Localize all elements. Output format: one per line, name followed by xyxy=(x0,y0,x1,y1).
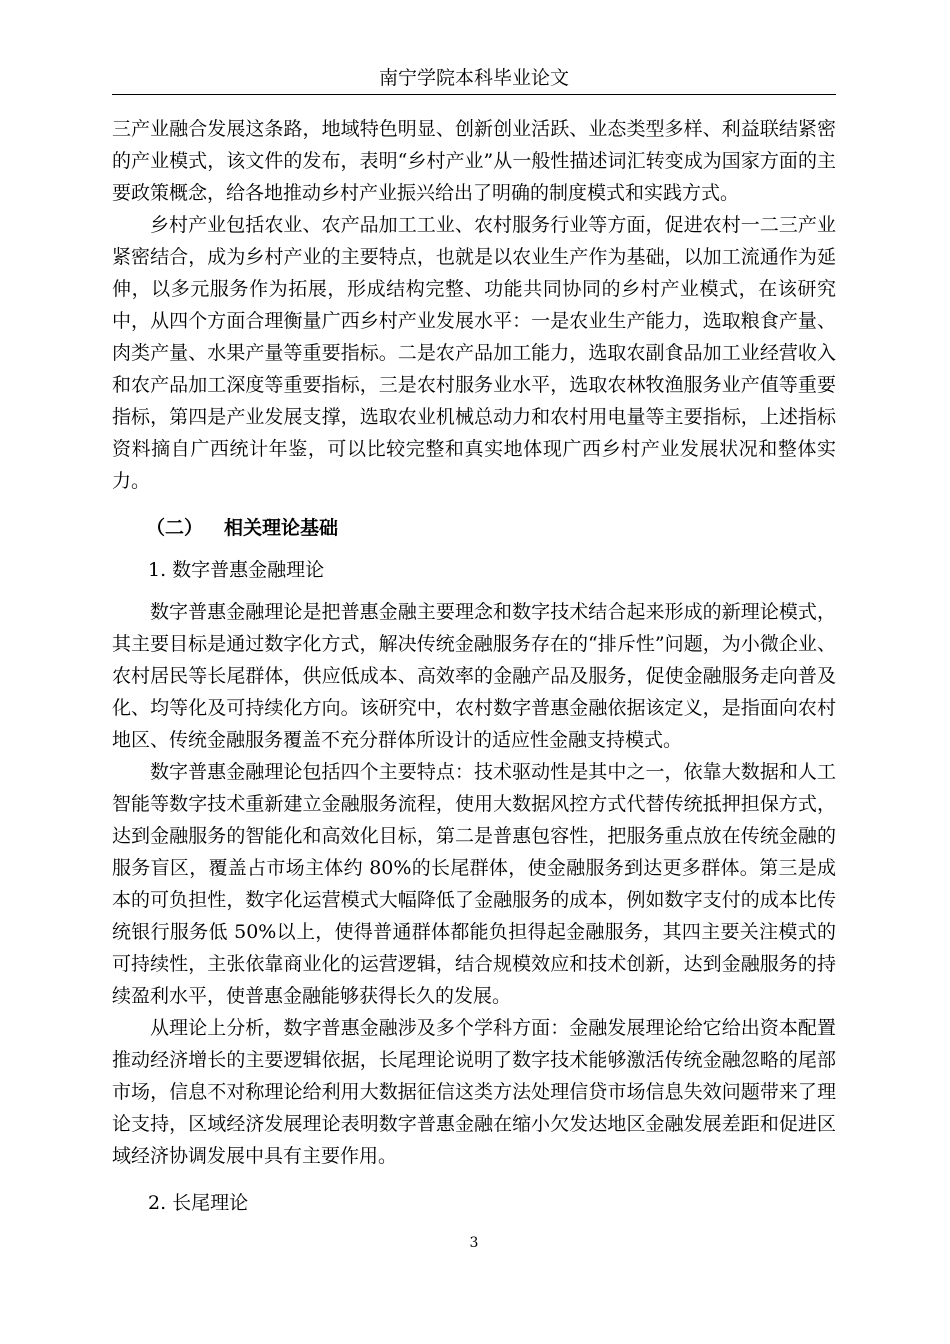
paragraph-rural-industry: 乡村产业包括农业、农产品加工工业、农村服务行业等方面，促进农村一二三产业紧密结合，成为乡村产业的主要特点，也就是以农业生产作为基础，以加工流通作为延伸，以多元服务作为拓展，形成结构完整、功能共同协同的乡村产业模式，在该研究中，从四个方面合理衡量广西乡村产业发展水平：一是农业生产能力，选取粮食产量、肉类产量、水果产量等重要指标。二是农产品加工能力，选取农副食品加工业经营收入和农产品加工深度等重要指标，三是农村服务业水平，选取农林牧渔服务业产值等重要指标，第四是产业发展支撑，选取农业机械总动力和农村用电量等主要指标，上述指标资料摘自广西统计年鉴，可以比较完整和真实地体现广西乡村产业发展状况和整体实力。 xyxy=(112,214,836,492)
subsection-heading-2: 2. 长尾理论 xyxy=(148,1192,249,1214)
header-rule xyxy=(112,94,836,95)
section-title: 相关理论基础 xyxy=(224,517,339,539)
paragraph-theory: 从理论上分析，数字普惠金融涉及多个学科方面：金融发展理论给它给出资本配置推动经济增长的主要逻辑依据，长尾理论说明了数字技术能够激活传统金融忽略的尾部市场，信息不对称理论给利用大数据征信这类方法处理信贷市场信息失效问题带来了理论支持，区域经济发展理论表明数字普惠金融在缩小欠发达地区金融发展差距和促进区域经济协调发展中具有主要作用。 xyxy=(112,1017,836,1167)
section-heading xyxy=(112,512,836,544)
section-number: （二） xyxy=(146,517,204,539)
page-number: 3 xyxy=(469,1235,479,1251)
paragraph-continuation: 三产业融合发展这条路，地域特色明显、创新创业活跃、业态类型多样、利益联结紧密的产业模式，该文件的发布，表明“乡村产业”从一般性描述词汇转变成为国家方面的主要政策概念，给各地推动乡村产业振兴给出了明确的制度模式和实践方式。 xyxy=(112,118,836,204)
running-header: 南宁学院本科毕业论文 xyxy=(378,67,569,89)
document-body xyxy=(112,113,836,1229)
subsection-heading-1: 1. 数字普惠金融理论 xyxy=(148,559,325,581)
paragraph-definition: 数字普惠金融理论是把普惠金融主要理念和数字技术结合起来形成的新理论模式，其主要目标是通过数字化方式，解决传统金融服务存在的“排斥性”问题，为小微企业、农村居民等长尾群体，供应低成本、高效率的金融产品及服务，促使金融服务走向普及化、均等化及可持续化方向。该研究中，农村数字普惠金融依据该定义，是指面向农村地区、传统金融服务覆盖不充分群体所设计的适应性金融支持模式。 xyxy=(112,601,836,751)
paragraph-features: 数字普惠金融理论包括四个主要特点：技术驱动性是其中之一，依靠大数据和人工智能等数字技术重新建立金融服务流程，使用大数据风控方式代替传统抵押担保方式，达到金融服务的智能化和高效化目标，第二是普惠包容性，把服务重点放在传统金融的服务盲区，覆盖占市场主体约 80%的长尾群体，使金融服务到达更多群体。第三是成本的可负担性，数字化运营模式大幅降低了金融服务的成本，例如数字支付的成本比传统银行服务低 50%以上，使得普通群体都能负担得起金融服务，其四主要关注模式的可持续性，主张依靠商业化的运营逻辑，结合规模效应和技术创新，达到金融服务的持续盈利水平，使普惠金融能够获得长久的发展。 xyxy=(112,761,836,1007)
